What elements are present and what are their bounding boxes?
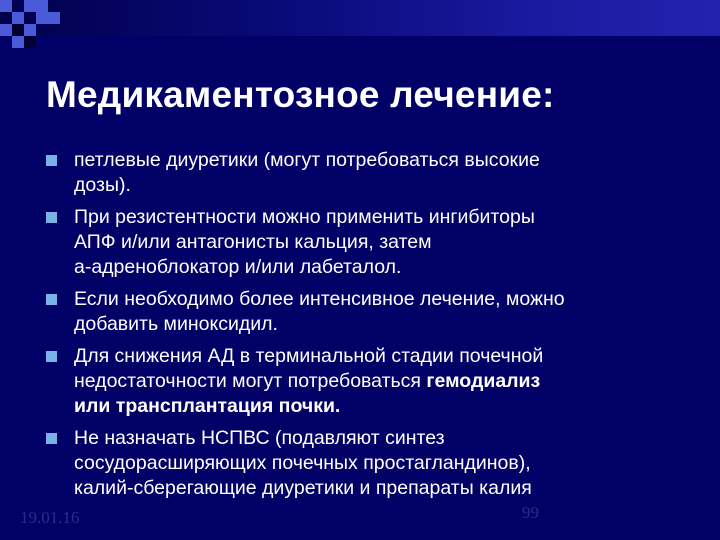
bullet-line bbox=[74, 394, 684, 419]
bullet-line bbox=[74, 230, 684, 255]
bullet-text: калий-сберегающие диуретики и препараты калия bbox=[74, 477, 532, 499]
bullet-square-icon bbox=[46, 294, 57, 305]
bullet-square-icon bbox=[46, 351, 57, 362]
slide-title: Медикаментозное лечение: bbox=[46, 74, 555, 115]
bullet-item bbox=[74, 426, 684, 501]
bullet-item bbox=[74, 287, 684, 337]
bullet-line bbox=[74, 451, 684, 476]
bullet-text: АПФ и/или антагонисты кальция, затем bbox=[74, 231, 432, 253]
bullet-line bbox=[74, 312, 684, 337]
bullet-text-bold: гемодиализ bbox=[426, 370, 541, 392]
bullet-text-bold: или трансплантация почки. bbox=[74, 395, 341, 417]
bullet-line bbox=[74, 287, 684, 312]
bullet-square-icon bbox=[46, 212, 57, 223]
bullet-text: сосудорасширяющих почечных простагландинов), bbox=[74, 452, 531, 474]
bullet-item bbox=[74, 344, 684, 419]
bullet-text: Если необходимо более интенсивное лечение, можно bbox=[74, 288, 565, 310]
bullet-square-icon bbox=[46, 155, 57, 166]
bullet-text: Для снижения АД в терминальной стадии почечной bbox=[74, 345, 544, 367]
bullet-text: добавить миноксидил. bbox=[74, 313, 278, 335]
bullet-line bbox=[74, 173, 684, 198]
bullet-line bbox=[74, 344, 684, 369]
bullet-text: недостаточности могут потребоваться bbox=[74, 370, 427, 392]
bullet-line bbox=[74, 369, 684, 394]
bullet-square-icon bbox=[46, 433, 57, 444]
bullet-item bbox=[74, 148, 684, 198]
bullet-text: дозы). bbox=[74, 174, 131, 196]
footer-date: 19.01.16 bbox=[20, 508, 80, 527]
bullet-text: Не назначать НСПВС (подавляют синтез bbox=[74, 427, 445, 449]
bullet-text: петлевые диуретики (могут потребоваться высокие bbox=[74, 149, 540, 171]
bullet-line bbox=[74, 255, 684, 280]
bullet-text: При резистентности можно применить ингибиторы bbox=[74, 206, 535, 228]
bullet-text: а-адреноблокатор и/или лабеталол. bbox=[74, 256, 402, 278]
bullet-line bbox=[74, 148, 684, 173]
bullet-item bbox=[74, 205, 684, 280]
bullet-line bbox=[74, 476, 684, 501]
bullet-line bbox=[74, 205, 684, 230]
bullet-line bbox=[74, 426, 684, 451]
page-number: 99 bbox=[522, 503, 539, 522]
